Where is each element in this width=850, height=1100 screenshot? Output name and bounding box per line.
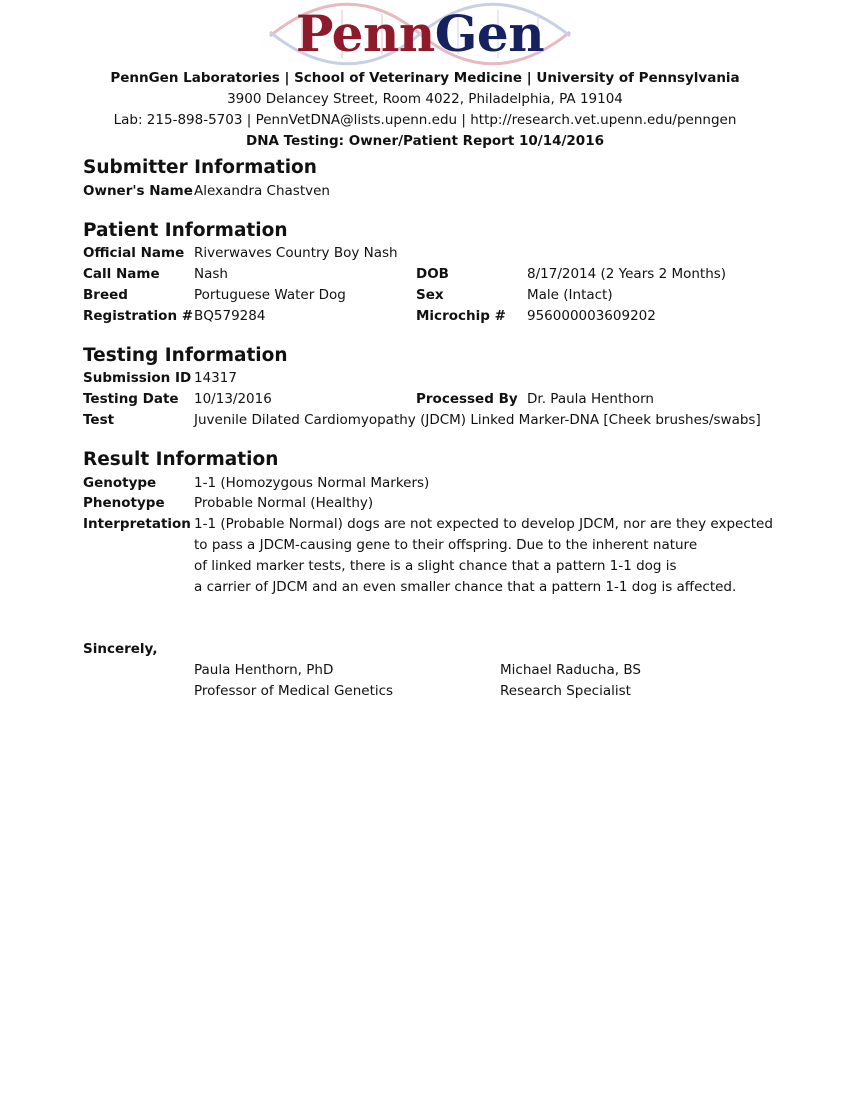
sex-value: Male (Intact)	[527, 287, 613, 303]
testing-date-value: 10/13/2016	[194, 391, 272, 407]
official-name-label: Official Name	[83, 245, 185, 261]
submitter-section-title: Submitter Information	[83, 157, 317, 178]
header-contact: Lab: 215-898-5703 | PennVetDNA@lists.upenn.edu | http://research.vet.upenn.edu/penngen	[113, 112, 737, 128]
patient-section-title: Patient Information	[83, 220, 288, 241]
processed-by-value: Dr. Paula Henthorn	[527, 391, 654, 407]
penngen-logo	[262, 2, 578, 66]
signer2-name: Michael Raducha, BS	[500, 662, 641, 678]
interpretation-line: to pass a JDCM-causing gene to their offspring. Due to the inherent nature	[194, 537, 698, 553]
result-section-title: Result Information	[83, 449, 279, 470]
genotype-value: 1-1 (Homozygous Normal Markers)	[194, 475, 430, 491]
logo-gen: Gen	[434, 4, 545, 63]
logo-penn: Penn	[295, 4, 435, 63]
interpretation-line: 1-1 (Probable Normal) dogs are not expected to develop JDCM, nor are they expected	[194, 516, 773, 532]
testing-date-label: Testing Date	[83, 391, 179, 407]
phenotype-value: Probable Normal (Healthy)	[194, 495, 374, 511]
microchip-value: 956000003609202	[527, 308, 656, 324]
call-name-value: Nash	[194, 266, 228, 282]
phenotype-label: Phenotype	[83, 495, 165, 511]
owner-name-value: Alexandra Chastven	[194, 183, 330, 199]
report-title: DNA Testing: Owner/Patient Report 10/14/2016	[246, 133, 604, 149]
header-institution: PennGen Laboratories | School of Veterinary Medicine | University of Pennsylvania	[110, 70, 740, 86]
microchip-label: Microchip #	[416, 308, 506, 324]
registration-label: Registration #	[83, 308, 194, 324]
logo-wordmark	[262, 2, 578, 66]
testing-section-title: Testing Information	[83, 345, 288, 366]
test-label: Test	[83, 412, 115, 428]
call-name-label: Call Name	[83, 266, 160, 282]
genotype-label: Genotype	[83, 475, 157, 491]
signer2-title: Research Specialist	[500, 683, 631, 699]
sincerely-text: Sincerely,	[83, 641, 158, 657]
breed-value: Portuguese Water Dog	[194, 287, 346, 303]
header-address: 3900 Delancey Street, Room 4022, Philadelphia, PA 19104	[227, 91, 623, 107]
dob-value: 8/17/2014 (2 Years 2 Months)	[527, 266, 727, 282]
interpretation-label: Interpretation	[83, 516, 191, 532]
submission-id-label: Submission ID	[83, 370, 192, 386]
official-name-value: Riverwaves Country Boy Nash	[194, 245, 398, 261]
dob-label: DOB	[416, 266, 449, 282]
owner-name-label: Owner's Name	[83, 183, 193, 199]
registration-value: BQ579284	[194, 308, 266, 324]
interpretation-line: of linked marker tests, there is a slight chance that a pattern 1-1 dog is	[194, 558, 677, 574]
interpretation-line: a carrier of JDCM and an even smaller chance that a pattern 1-1 dog is affected.	[194, 579, 737, 595]
processed-by-label: Processed By	[416, 391, 518, 407]
sex-label: Sex	[416, 287, 444, 303]
submission-id-value: 14317	[194, 370, 237, 386]
test-value: Juvenile Dilated Cardiomyopathy (JDCM) Linked Marker-DNA [Cheek brushes/swabs]	[194, 412, 761, 428]
signer1-name: Paula Henthorn, PhD	[194, 662, 334, 678]
breed-label: Breed	[83, 287, 128, 303]
signer1-title: Professor of Medical Genetics	[194, 683, 394, 699]
